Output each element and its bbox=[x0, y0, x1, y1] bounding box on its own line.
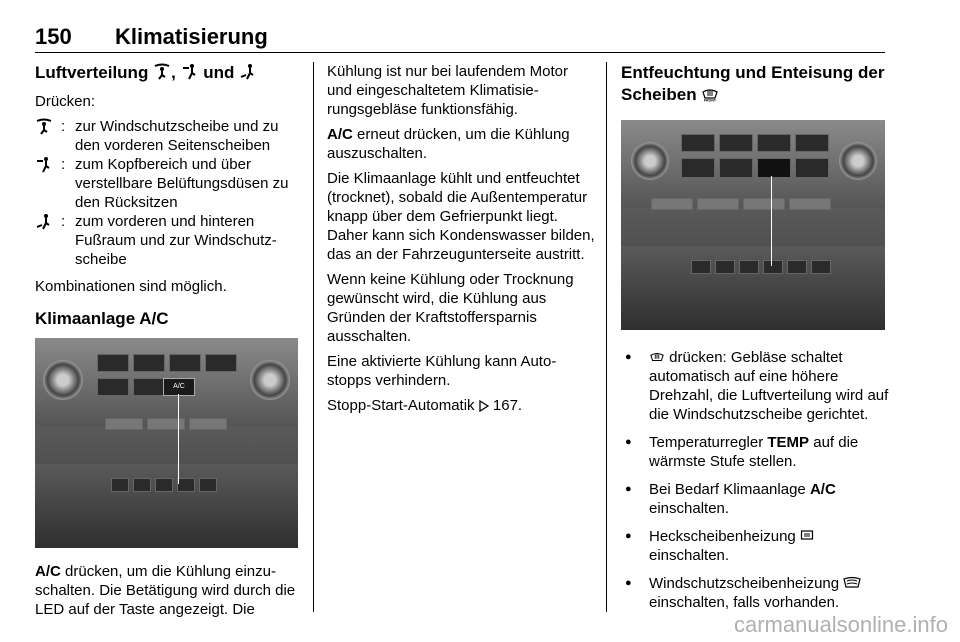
climate-buttons-lower bbox=[97, 378, 165, 396]
column-right bbox=[621, 62, 889, 621]
paragraph bbox=[327, 125, 595, 163]
air-distribution-heading bbox=[35, 62, 300, 84]
vent-strip bbox=[105, 418, 227, 430]
definition-row bbox=[35, 117, 300, 155]
page-number: 150 bbox=[35, 24, 72, 49]
lower-buttons bbox=[111, 478, 217, 492]
column-divider bbox=[313, 62, 314, 612]
temperature-knob-left bbox=[631, 142, 669, 180]
definition-colon: : bbox=[61, 156, 66, 173]
ac-bold: A/C bbox=[35, 563, 61, 580]
svg-text:FRONT: FRONT bbox=[704, 98, 717, 102]
paragraph bbox=[327, 270, 595, 346]
air-distribution-list bbox=[35, 117, 300, 269]
ac-panel-photo bbox=[35, 338, 298, 548]
callout-line bbox=[771, 176, 772, 266]
definition-row bbox=[35, 155, 300, 212]
definition-text: zum vorderen und hinteren Fußraum und zur Windschutzscheibe bbox=[75, 213, 277, 268]
paragraph-text: Kühlung ist nur bei laufendem Motor und eingeschaltetem Klimatisierungsgebläse funktionsfähig. bbox=[327, 63, 568, 118]
ac-bold: A/C bbox=[327, 126, 353, 143]
heading-und: und bbox=[203, 63, 235, 82]
ac-instruction bbox=[35, 562, 300, 619]
column-divider bbox=[606, 62, 607, 612]
press-label: Drücken: bbox=[35, 93, 96, 110]
paragraph-text: erneut drücken, um die Kühlung auszuschalten. bbox=[327, 126, 570, 162]
paragraph bbox=[327, 169, 595, 264]
cross-reference[interactable] bbox=[327, 396, 595, 415]
foot-airflow-icon bbox=[35, 212, 53, 230]
panel-lower bbox=[621, 246, 885, 330]
foot-airflow-icon bbox=[239, 62, 257, 80]
paragraph bbox=[327, 62, 595, 119]
climate-buttons-upper bbox=[681, 134, 829, 152]
list-item-text: drücken: Gebläse schaltet automatisch auf eine höhere Drehzahl, die Luftverteilung wird auf die Windschutzscheibe gerichtet. bbox=[649, 349, 889, 423]
temp-bold: TEMP bbox=[767, 434, 810, 451]
paragraph-text: Wenn keine Kühlung oder Trocknung gewünscht wird, die Kühlung aus Gründen der Kraftstoffersparnis ausschalten. bbox=[327, 271, 574, 345]
watermark: carmanualsonline.info bbox=[733, 612, 948, 637]
list-item bbox=[621, 574, 889, 612]
front-defrost-icon bbox=[649, 350, 665, 364]
paragraph-text: Eine aktivierte Kühlung kann Autostopps verhindern. bbox=[327, 353, 557, 389]
defrost-steps bbox=[621, 348, 889, 612]
definition-colon: : bbox=[61, 118, 66, 135]
defrost-heading bbox=[621, 62, 889, 106]
lower-buttons bbox=[691, 260, 831, 274]
list-item-text: auf die wärmste Stufe stellen. bbox=[649, 434, 859, 470]
vent-strip bbox=[651, 198, 831, 210]
list-item-text: einschalten. bbox=[649, 500, 730, 517]
climate-buttons-upper bbox=[97, 354, 237, 372]
heading-comma: , bbox=[171, 63, 176, 82]
windshield-airflow-icon bbox=[153, 62, 171, 80]
column-left bbox=[35, 62, 300, 625]
xref-page: 167. bbox=[492, 397, 523, 414]
defrost-panel-photo bbox=[621, 120, 885, 330]
list-item bbox=[621, 480, 889, 518]
front-defrost-icon bbox=[701, 86, 719, 102]
definition-row bbox=[35, 212, 300, 269]
heading-text: Entfeuchtung und Enteisung der Scheiben bbox=[621, 63, 885, 104]
definition-colon: : bbox=[61, 213, 66, 230]
list-item bbox=[621, 433, 889, 471]
list-item-text: Heckscheibenheizung bbox=[649, 528, 800, 545]
list-item bbox=[621, 348, 889, 424]
list-item bbox=[621, 527, 889, 565]
list-item-text: Bei Bedarf Klimaanlage bbox=[649, 481, 810, 498]
climate-buttons-lower bbox=[681, 158, 829, 178]
rear-defrost-icon bbox=[800, 529, 814, 543]
temperature-knob-left bbox=[43, 360, 83, 400]
page-header bbox=[35, 22, 885, 53]
callout-line bbox=[178, 394, 179, 484]
list-item-text: einschalten. bbox=[649, 547, 730, 564]
temperature-knob-right bbox=[839, 142, 877, 180]
ac-instruction-text: drücken, um die Kühlung einzuschalten. Die Betätigung wird durch die LED auf der Taste angezeigt. Die bbox=[35, 563, 296, 618]
list-item-text: einschalten, falls vorhanden. bbox=[649, 594, 840, 611]
temperature-knob-right bbox=[250, 360, 290, 400]
ac-key: A/C bbox=[163, 378, 195, 396]
list-item-text: Temperaturregler bbox=[649, 434, 768, 451]
paragraph-text: Die Klimaanlage kühlt und entfeuchtet (trocknet), sobald die Außentemperatur knapp über dem Gefrierpunkt liegt. Daher kann sich Kondenswasser bilden, das an der Fahrzeugunterseite austritt. bbox=[327, 170, 595, 263]
windshield-airflow-icon bbox=[35, 117, 53, 135]
paragraph bbox=[327, 352, 595, 390]
xref-text: Stopp-Start-Automatik bbox=[327, 397, 475, 414]
head-airflow-icon bbox=[181, 62, 199, 80]
ac-bold: A/C bbox=[809, 481, 836, 498]
windshield-heating-icon bbox=[843, 576, 861, 590]
heading-text: Luftverteilung bbox=[35, 63, 149, 82]
definition-text: zur Windschutzscheibe und zu den vorderen Seitenscheiben bbox=[75, 118, 279, 154]
definition-text: zum Kopfbereich und über verstellbare Belüftungsdüsen zu den Rücksitzen bbox=[75, 156, 289, 211]
page-reference-arrow-icon bbox=[479, 400, 489, 412]
ac-heading: Klimaanlage A/C bbox=[35, 309, 169, 328]
head-airflow-icon bbox=[35, 155, 53, 173]
column-middle bbox=[327, 62, 595, 421]
list-item-text: Windschutzscheibenheizung bbox=[649, 575, 844, 592]
combinations-text: Kombinationen sind möglich. bbox=[35, 278, 227, 295]
chapter-title: Klimatisierung bbox=[115, 24, 268, 49]
panel-lower bbox=[35, 464, 298, 548]
